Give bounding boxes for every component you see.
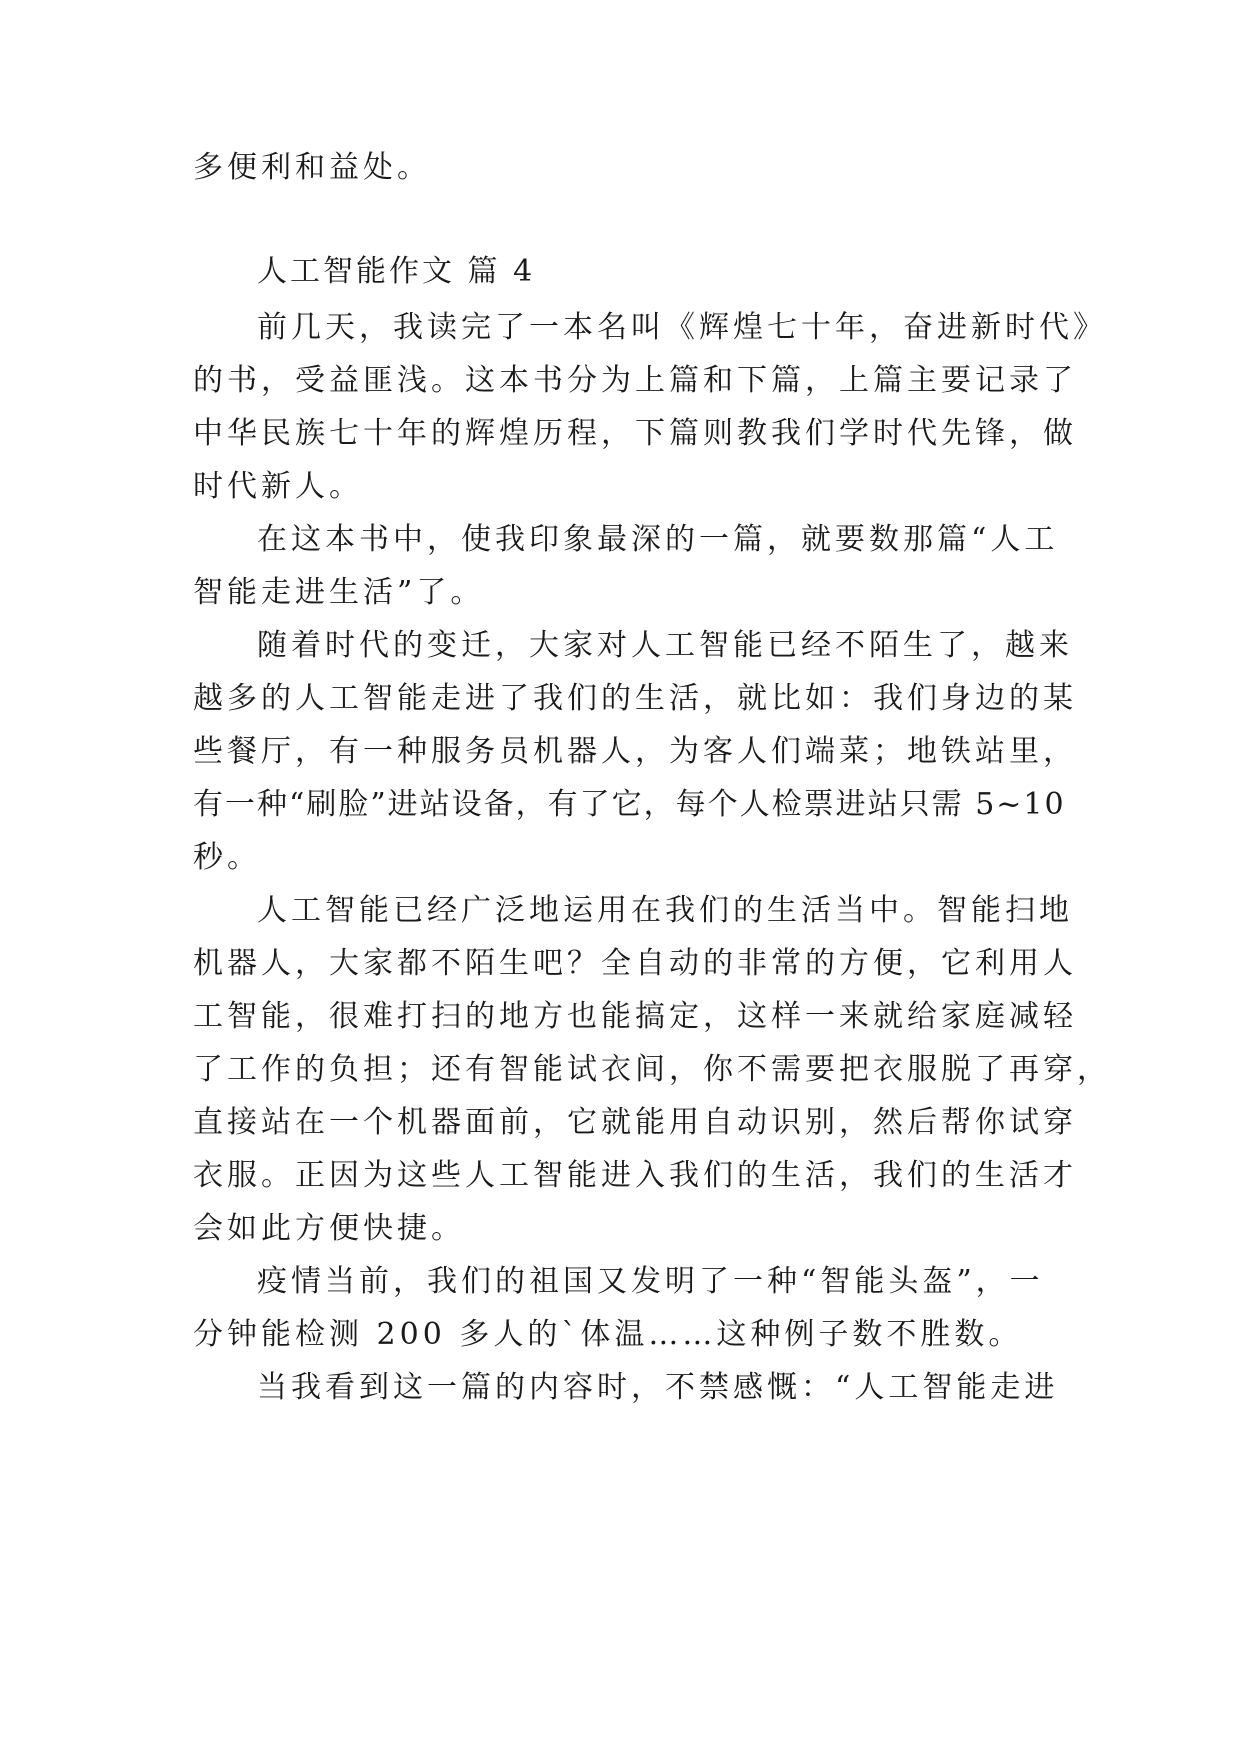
paragraph-first-line: 在这本书中，使我印象最深的一篇，就要数那篇“人工 [257, 522, 1059, 557]
text-line: 秒。 [193, 840, 261, 875]
text-line: 智能走进生活”了。 [193, 575, 485, 610]
text-line: 多便利和益处。 [193, 150, 431, 185]
paragraph-first-line: 随着时代的变迁，大家对人工智能已经不陌生了，越来 [257, 628, 1073, 663]
text-line: 有一种“刷脸”进站设备，有了它，每个人检票进站只需 5~10 [193, 787, 1066, 822]
section-heading: 人工智能作文 篇 4 [257, 254, 536, 289]
text-line: 分钟能检测 200 多人的`体温……这种例子数不胜数。 [193, 1317, 1023, 1352]
text-line: 工智能，很难打扫的地方也能搞定，这样一来就给家庭减轻 [193, 999, 1077, 1034]
paragraph-first-line: 当我看到这一篇的内容时，不禁感慨：“人工智能走进 [257, 1370, 1059, 1405]
paragraph-first-line: 前几天，我读完了一本名叫《辉煌七十年，奋进新时代》 [257, 310, 1107, 345]
text-line: 的书，受益匪浅。这本书分为上篇和下篇，上篇主要记录了 [193, 363, 1077, 398]
paragraph-first-line: 疫情当前，我们的祖国又发明了一种“智能头盔”，一 [257, 1264, 1044, 1299]
text-line: 了工作的负担；还有智能试衣间，你不需要把衣服脱了再穿， [193, 1052, 1111, 1087]
text-line: 些餐厅，有一种服务员机器人，为客人们端菜；地铁站里， [193, 734, 1077, 769]
text-line: 直接站在一个机器面前，它就能用自动识别，然后帮你试穿 [193, 1105, 1077, 1140]
text-line: 衣服。正因为这些人工智能进入我们的生活，我们的生活才 [193, 1158, 1077, 1193]
paragraph-first-line: 人工智能已经广泛地运用在我们的生活当中。智能扫地 [257, 893, 1073, 928]
text-line: 机器人，大家都不陌生吧？全自动的非常的方便，它利用人 [193, 946, 1077, 981]
text-line: 会如此方便快捷。 [193, 1211, 465, 1246]
text-line: 中华民族七十年的辉煌历程，下篇则教我们学时代先锋，做 [193, 416, 1077, 451]
text-line: 越多的人工智能走进了我们的生活，就比如：我们身边的某 [193, 681, 1077, 716]
text-line: 时代新人。 [193, 469, 363, 504]
